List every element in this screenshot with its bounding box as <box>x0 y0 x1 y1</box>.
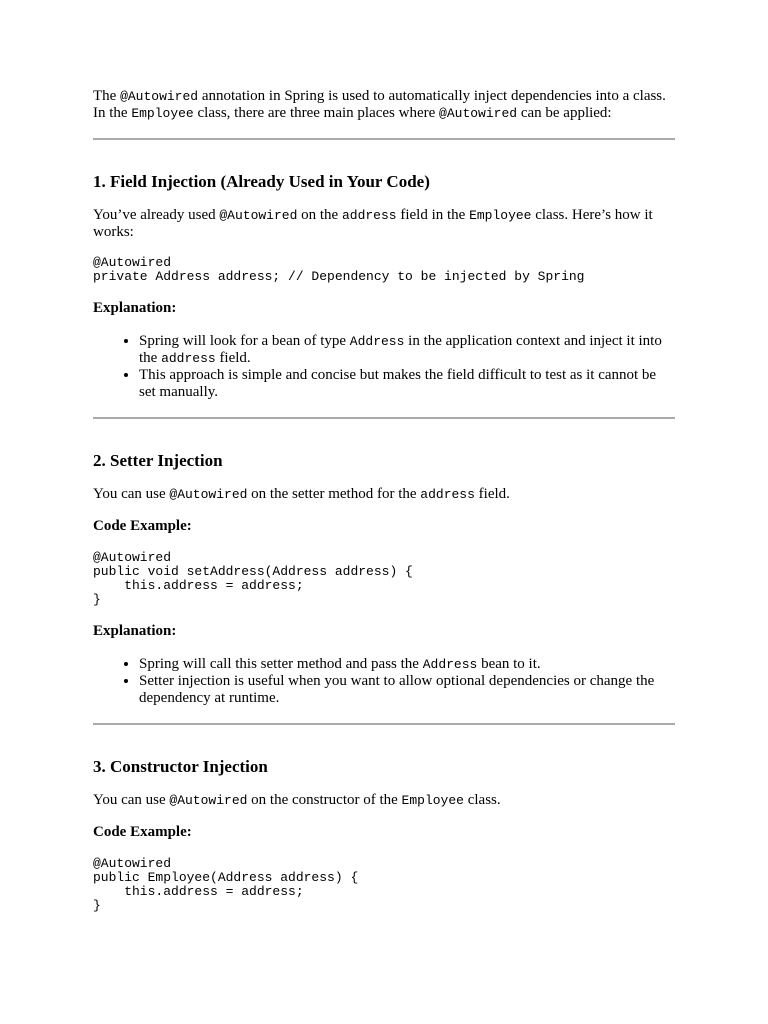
section-title-constructor-injection: 3. Constructor Injection <box>93 757 268 776</box>
list-item-text: in the application context and inject it into the <box>139 333 662 366</box>
code-example-label: Code Example: <box>93 824 192 840</box>
inline-code: address <box>341 208 397 223</box>
bullet-list <box>93 656 675 707</box>
inline-code: Employee <box>401 793 464 808</box>
paragraph-text: on the constructor of the <box>247 792 402 808</box>
explanation-label: Explanation: <box>93 623 177 639</box>
intro-text: class, there are three main places where <box>193 105 440 121</box>
paragraph-text: You’ve already used <box>93 207 220 223</box>
inline-code: @Autowired <box>219 208 298 223</box>
paragraph-text: class. <box>463 792 501 808</box>
list-item <box>139 673 675 707</box>
inline-code: Employee <box>469 208 532 223</box>
paragraph-text: field. <box>474 486 510 502</box>
bullet-list <box>93 333 675 401</box>
paragraph-text: class. Here’s how it works: <box>93 207 653 240</box>
paragraph-text: on the <box>297 207 342 223</box>
section-title-field-injection: 1. Field Injection (Already Used in Your Code) <box>93 172 430 191</box>
section-divider <box>93 723 675 725</box>
inline-code: @Autowired <box>120 89 199 104</box>
inline-code: Address <box>422 657 478 672</box>
document-page <box>93 88 675 929</box>
inline-code: @Autowired <box>169 793 248 808</box>
section-title-setter-injection: 2. Setter Injection <box>93 451 223 470</box>
code-block: @Autowired public Employee(Address address) { this.address = address; } <box>93 856 359 913</box>
list-item <box>139 333 675 367</box>
list-item-text: Spring will call this setter method and pass the <box>139 656 423 672</box>
list-item-text: Spring will look for a bean of type <box>139 333 350 349</box>
paragraph-text: on the setter method for the <box>247 486 421 502</box>
list-item-text: bean to it. <box>477 656 541 672</box>
inline-code: Address <box>349 334 405 349</box>
list-item <box>139 656 675 673</box>
section-paragraph <box>93 207 675 241</box>
inline-code: address <box>161 351 216 366</box>
inline-code: Employee <box>131 106 194 121</box>
inline-code: @Autowired <box>169 487 248 502</box>
inline-code: address <box>420 487 475 502</box>
paragraph-text: You can use <box>93 792 170 808</box>
intro-text: The <box>93 88 121 104</box>
section-divider <box>93 417 675 419</box>
list-item-text: Setter injection is useful when you want to allow optional dependencies or change the dependency at runtime. <box>139 673 655 706</box>
inline-code: @Autowired <box>439 106 518 121</box>
code-example-label: Code Example: <box>93 518 192 534</box>
paragraph-text: You can use <box>93 486 170 502</box>
intro-paragraph <box>93 88 675 122</box>
section-paragraph <box>93 792 675 809</box>
list-item-text: field. <box>215 350 251 366</box>
list-item <box>139 367 675 401</box>
list-item-text: This approach is simple and concise but makes the field difficult to test as it cannot be set manually. <box>139 367 657 400</box>
code-block: @Autowired public void setAddress(Address address) { this.address = address; } <box>93 550 413 607</box>
section-divider <box>93 138 675 140</box>
intro-text: can be applied: <box>517 105 612 121</box>
explanation-label: Explanation: <box>93 300 177 316</box>
paragraph-text: field in the <box>396 207 470 223</box>
intro-text: annotation in Spring is used to automatically inject dependencies into a class. In the <box>93 88 666 121</box>
code-block: @Autowired private Address address; // Dependency to be injected by Spring <box>93 255 585 284</box>
section-paragraph <box>93 486 675 503</box>
